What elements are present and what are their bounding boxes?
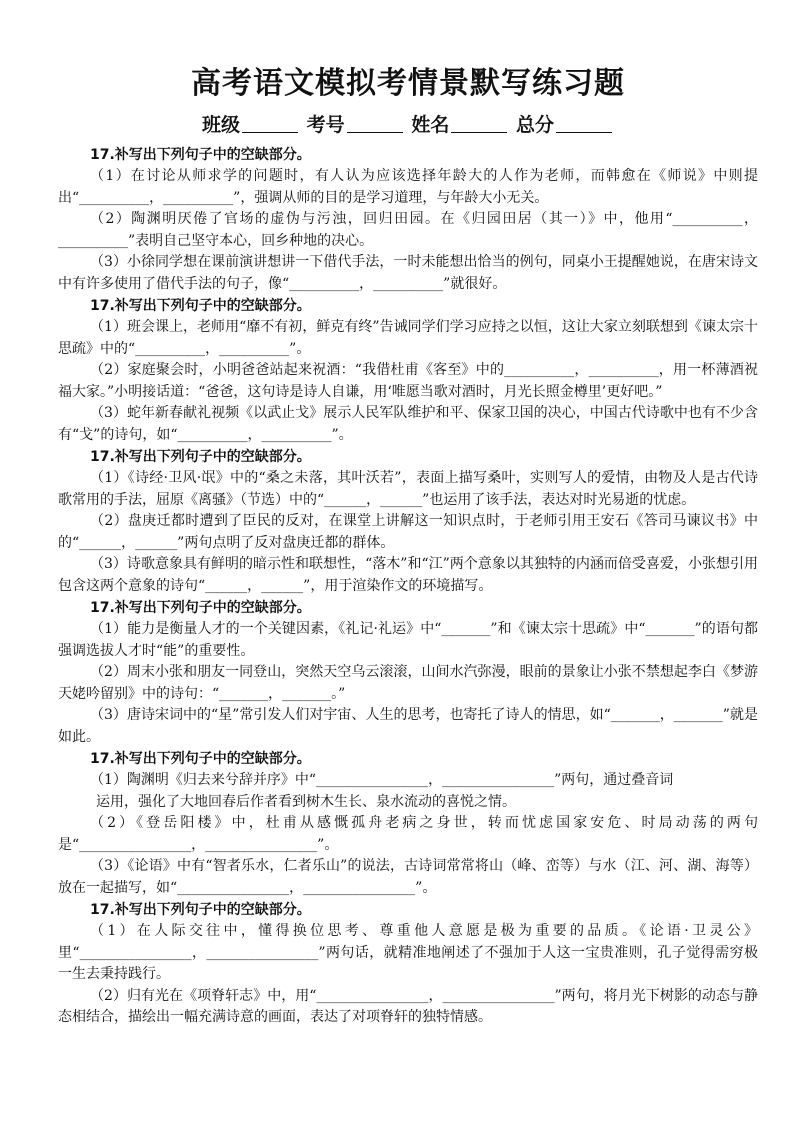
question-item: （2）周末小张和朋友一同登山，突然天空乌云滚滚，山间水汽弥漫，眼前的景象让小张不禁想起李白《梦游天姥吟留别》中的诗句：“_______，_______。”	[58, 664, 758, 702]
section-5	[58, 749, 758, 899]
section-heading: 17.补写出下列句子中的空缺部分。	[90, 449, 311, 465]
question-item-continuation: 运用，强化了大地回春后作者看到树木生长、泉水流动的喜悦之情。	[96, 793, 516, 810]
total-score-blank[interactable]	[556, 114, 612, 133]
section-heading: 17.补写出下列句子中的空缺部分。	[90, 902, 311, 918]
question-item: （1）班会课上，老师用“靡不有初，鲜克有终”告诫同学们学习应持之以恒，这让大家立刻联想到《谏太宗十思疏》中的“__________，__________”。	[58, 319, 758, 357]
question-item: （2）家庭聚会时，小明爸爸站起来祝酒：“我借杜甫《客至》中的__________，__________，用一杯薄酒祝福大家。”小明接话道：“爸爸，这句诗是诗人自谦，用‘唯愿当歌对酒时，月光长照金樽里’更好吧。”	[58, 362, 758, 400]
section-heading: 17.补写出下列句子中的空缺部分。	[90, 600, 311, 616]
class-blank[interactable]	[242, 114, 298, 133]
section-2	[58, 296, 758, 446]
page-title: 高考语文模拟考情景默写练习题	[191, 66, 625, 101]
class-label: 班级	[202, 114, 241, 136]
question-item: （1）《诗经·卫风·氓》中的“桑之未落，其叶沃若”，表面上描写桑叶，实则写人的爱情，由物及人是古代诗歌常用的手法，屈原《离骚》（节选）中的“______，______”也运用了该手法，表达对时光易逝的忧虑。	[58, 470, 758, 508]
section-heading: 17.补写出下列句子中的空缺部分。	[90, 298, 311, 314]
question-item: （1）陶渊明《归去来兮辞并序》中“________________，________________”两句，通过叠音词	[90, 772, 674, 788]
section-heading: 17.补写出下列句子中的空缺部分。	[90, 751, 311, 767]
question-item: （2）归有光在《项脊轩志》中，用“________________，________________”两句，将月光下树影的动态与静态相结合，描绘出一幅充满诗意的画面，表达了对项脊轩的独特情感。	[58, 987, 758, 1025]
question-item: （2）盘庚迁都时遭到了臣民的反对，在课堂上讲解这一知识点时，于老师引用王安石《答司马谏议书》中的“______，______”两句点明了反对盘庚迁都的群体。	[58, 513, 758, 551]
section-1	[58, 145, 758, 295]
name-blank[interactable]	[451, 114, 507, 133]
question-item: （1）在人际交往中，懂得换位思考、尊重他人意愿是极为重要的品质。《论语·卫灵公》里“________________，________________”两句话，就精准地阐述了不强加于人这一宝贵准则，孔子觉得需穷极一生去秉持践行。	[58, 923, 758, 982]
question-item: （3）小徐同学想在课前演讲想讲一下借代手法，一时未能想出恰当的例句，同桌小王提醒她说，在唐宋诗文中有许多使用了借代手法的句子，像“__________，__________”就很好。	[58, 254, 758, 292]
section-heading: 17.补写出下列句子中的空缺部分。	[90, 147, 311, 163]
question-item: （3）诗歌意象具有鲜明的暗示性和联想性，“落木”和“江”两个意象以其独特的内涵而倍受喜爱，小张想引用包含这两个意象的诗句“______，______”，用于渲染作文的环境描写。	[58, 556, 758, 594]
student-info-row	[58, 110, 758, 137]
question-item: （3）《论语》中有“智者乐水，仁者乐山”的说法，古诗词常常将山（峰、峦等）与水（江、河、湖、海等）放在一起描写，如“________________，________________”。	[58, 858, 758, 896]
total-score-label: 总分	[515, 114, 554, 136]
question-item: （2）《登岳阳楼》中，杜甫从感慨孤舟老病之身世，转而忧虑国家安危、时局动荡的两句是“________________，________________”。	[58, 815, 758, 853]
section-6	[58, 900, 758, 1029]
section-3	[58, 447, 758, 597]
exam-number-blank[interactable]	[347, 114, 403, 133]
question-item: （1）能力是衡量人才的一个关键因素，《礼记·礼运》中“_______”和《谏太宗十思疏》中“_______”的语句都强调选拔人才时“能”的重要性。	[58, 621, 758, 659]
question-item: （3）唐诗宋词中的“星”常引发人们对宇宙、人生的思考，也寄托了诗人的情思，如“_______，_______”就是如此。	[58, 707, 758, 745]
section-4	[58, 598, 758, 748]
question-item: （1）在讨论从师求学的问题时，有人认为应该选择年龄大的人作为老师，而韩愈在《师说》中则提出“__________，__________”，强调从师的目的是学习道理，与年龄大小无关。	[58, 168, 758, 206]
question-item: （3）蛇年新春献礼视频《以武止戈》展示人民军队维护和平、保家卫国的决心，中国古代诗歌中也有不少含有“戈”的诗句，如“__________，__________”。	[58, 405, 758, 443]
name-label: 姓名	[411, 114, 450, 136]
exam-number-label: 考号	[306, 114, 345, 136]
question-item: （2）陶渊明厌倦了官场的虚伪与污浊，回归田园。在《归园田居（其一）》中，他用“__________，__________”表明自己坚守本心，回乡种地的决心。	[58, 211, 758, 249]
